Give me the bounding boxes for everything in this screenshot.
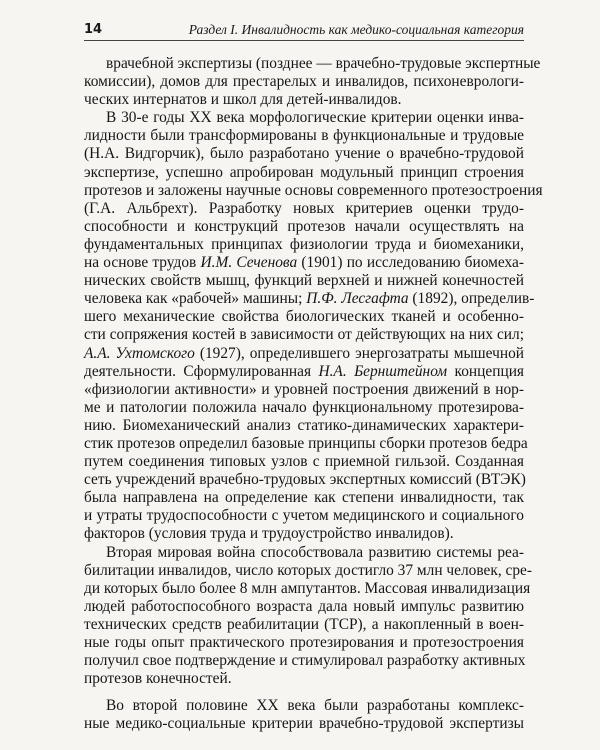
text-line — [84, 109, 524, 127]
text-run: путем соединения типовых узлов с приемной гильзой. Созданная — [84, 453, 524, 471]
text-run: человека как «рабочей» машины; — [84, 290, 307, 308]
text-run: экспертизе, успешно апробирован модульный принцип строения — [84, 163, 524, 181]
text-run: «физиологии активности» и уровней построения движений в нор- — [84, 380, 524, 398]
text-run: сеть учреждений врачебно-трудовых экспертных комиссий (ВТЭК) — [84, 471, 526, 489]
text-line — [84, 345, 524, 363]
text-line — [84, 254, 524, 272]
text-line — [84, 489, 524, 507]
author-name: А.А. Ухтомского — [84, 344, 195, 362]
page-header — [84, 20, 524, 42]
text-run: (1927), определившего энергозатраты мышечной — [194, 344, 524, 362]
text-line — [84, 127, 524, 145]
text-line — [84, 525, 524, 543]
text-run: Во второй половине XX века были разработаны комплекс- — [106, 697, 524, 715]
text-line — [84, 561, 533, 580]
text-line — [84, 715, 524, 733]
text-run: ческих интернатов и школ для детей-инвалидов. — [84, 91, 402, 109]
text-line — [84, 652, 524, 670]
text-run: В 30-е годы XX века морфологические критерии оценки инва- — [106, 109, 524, 127]
text-line — [84, 399, 524, 417]
text-line — [84, 272, 524, 290]
text-line — [84, 363, 524, 381]
text-line — [84, 200, 524, 218]
text-run: билитации инвалидов, число которых достигло 37 млн человек, сре- — [84, 561, 533, 579]
text-run: технических средств реабилитации (ТСР), а накопленный в воен- — [84, 615, 524, 633]
text-run: ные годы опыт практического протезирования и протезостроения — [84, 634, 524, 651]
text-run: Вторая мировая война способствовала развитию системы реа- — [106, 543, 524, 561]
text-run: нических свойств мышц, функций верхней и нижней конечностей — [84, 272, 524, 290]
paragraph — [84, 543, 533, 689]
page-number: 14 — [84, 22, 103, 37]
text-line — [84, 544, 524, 562]
text-run: комиссии), домов для престарелых и инвалидов, психоневрологи- — [84, 73, 524, 91]
text-line — [84, 434, 528, 453]
text-line — [84, 91, 524, 109]
author-name: И.М. Сеченова — [200, 254, 298, 272]
text-run: сти сопряжения костей в зависимости от действующих на них сил; — [84, 326, 524, 344]
text-line — [84, 598, 524, 616]
text-run: людей работоспособного возраста дала новый импульс развитию — [84, 597, 524, 615]
text-run: шего механические свойства биологических тканей и особенно- — [84, 308, 524, 326]
text-line — [84, 55, 541, 73]
paragraph — [84, 109, 543, 543]
text-run: нию. Биомеханический анализ статико-динамических характери- — [84, 416, 524, 434]
text-run: способности и конструкций протезов начали осуществлять на — [84, 217, 524, 235]
text-line — [84, 697, 524, 715]
text-run: концепция — [447, 362, 525, 380]
text-line — [84, 507, 524, 525]
body-text — [84, 55, 543, 733]
paragraph — [84, 55, 541, 109]
text-run: ные медико-социальные критерии врачебно-трудовой экспертизы — [84, 715, 524, 733]
text-line — [84, 164, 524, 182]
text-line — [84, 634, 524, 652]
text-run: фундаментальных принципах физиологии труда и биомеханики, — [84, 235, 524, 253]
text-line — [84, 308, 524, 326]
header-rule — [84, 40, 524, 41]
text-line — [84, 290, 535, 308]
text-run: (1892), определив- — [408, 290, 535, 308]
text-run: протезов и заложены научные основы современного протезостроения — [84, 181, 543, 199]
author-name: Н.А. Бернштейном — [318, 362, 448, 380]
text-run: была направлена на определение как степени инвалидности, так — [84, 489, 524, 507]
text-line — [84, 181, 543, 200]
running-title: Раздел I. Инвалидность как медико-социальная категория — [188, 22, 524, 37]
paragraph — [84, 697, 524, 733]
text-line — [84, 145, 524, 163]
text-line — [84, 417, 524, 435]
text-line — [84, 453, 524, 471]
author-name: П.Ф. Лесгафта — [306, 290, 409, 308]
text-line — [84, 579, 531, 598]
text-run: факторов (условия труда и трудоустройство инвалидов). — [84, 525, 454, 543]
text-run: лидности были трансформированы в функциональные и трудовые — [84, 127, 524, 145]
text-line — [84, 218, 524, 236]
text-run: (Г.А. Альбрехт). Разработку новых критериев оценки трудо- — [84, 199, 524, 217]
text-run: стик протезов определил базовые принципы сборки протезов бедра — [84, 434, 528, 452]
text-line — [84, 670, 524, 688]
text-line — [84, 236, 524, 254]
text-run: (Н.А. Видгорчик), было разработано учение о врачебно-трудовой — [84, 145, 524, 163]
text-line — [84, 381, 524, 399]
text-line — [84, 73, 524, 91]
text-line — [84, 616, 524, 634]
text-run: получил свое подтверждение и стимулировал разработку активных — [84, 652, 526, 670]
text-run: (1901) по исследованию биомеха- — [297, 254, 524, 272]
text-run: врачебной экспертизы (позднее — врачебно-трудовые экспертные — [106, 55, 541, 72]
text-run: и утраты трудоспособности с учетом медицинского и социального — [84, 507, 524, 525]
text-run: на основе трудов — [84, 254, 201, 272]
text-run: ди которых было более 8 млн ампутантов. Массовая инвалидизация — [84, 579, 531, 597]
text-run: ме и патологии положила начало функциональному протезирова- — [84, 398, 524, 416]
text-line — [84, 326, 524, 344]
text-run: деятельности. Сформулированная — [84, 362, 319, 380]
text-line — [84, 471, 524, 489]
text-run: протезов конечностей. — [84, 670, 232, 688]
